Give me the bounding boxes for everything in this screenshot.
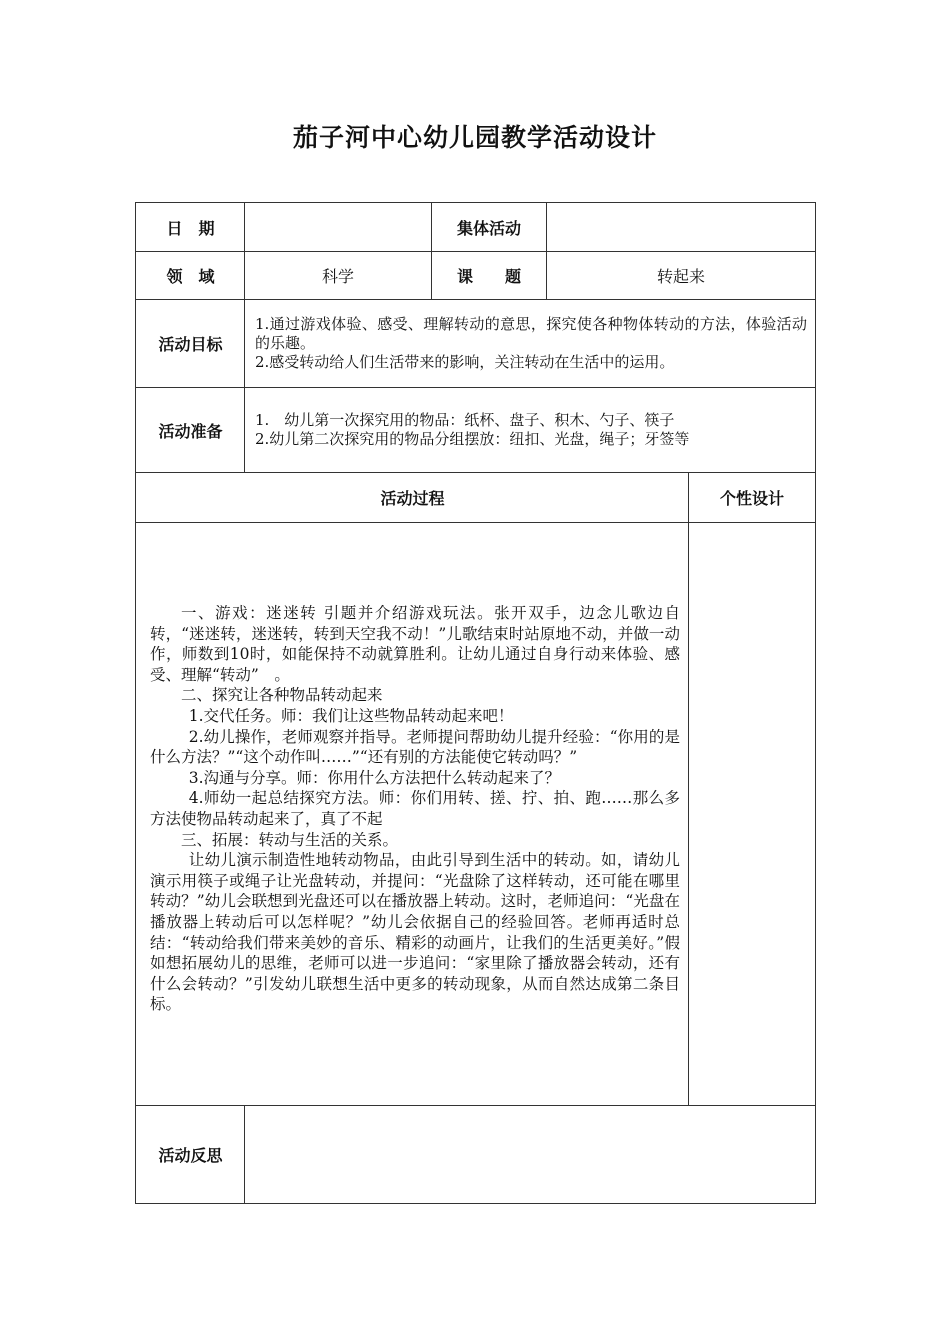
row-domain [136, 252, 815, 300]
domain-label: 领 域 [166, 267, 215, 286]
activity-type-value [547, 203, 815, 251]
process-paragraph: 三、拓展：转动与生活的关系。 [181, 830, 399, 849]
process-paragraph: 3.沟通与分享。师：你用什么方法把什么转动起来了？ [188, 768, 561, 787]
topic-value: 转起来 [656, 267, 705, 286]
row-process-body [136, 523, 815, 1106]
goal-item: 2.感受转动给人们生活带来的影响，关注转动在生活中的运用。 [255, 353, 675, 371]
preparation-content [245, 388, 815, 472]
reflection-value [245, 1106, 815, 1203]
lesson-plan-table [135, 202, 816, 1204]
process-label: 活动过程 [380, 489, 445, 508]
date-value [245, 203, 431, 251]
domain-value: 科学 [321, 267, 354, 286]
row-preparation [136, 388, 815, 473]
process-paragraph: 1.交代任务。师：我们让这些物品转动起来吧！ [188, 706, 514, 725]
process-paragraph: 2.幼儿操作，老师观察并指导。老师提问帮助幼儿提升经验：“你用的是什么方法？”“这个动作叫……”“还有别的方法能使它转动吗？” [150, 727, 680, 767]
preparation-item: 1. 幼儿第一次探究用的物品：纸杯、盘子、积木、勺子、筷子 [255, 411, 675, 429]
process-content [150, 603, 680, 1015]
goal-item: 1.通过游戏体验、感受、理解转动的意思，探究使各种物体转动的方法，体验活动的乐趣。 [255, 315, 807, 352]
row-process-header [136, 473, 815, 523]
row-reflection [136, 1106, 815, 1203]
preparation-item: 2.幼儿第二次探究用的物品分组摆放：纽扣、光盘，绳子；牙签等 [255, 430, 690, 448]
date-label: 日 期 [166, 218, 215, 238]
process-paragraph: 让幼儿演示制造性地转动物品，由此引导到生活中的转动。如，请幼儿演示用筷子或绳子让光盘转动，并提问：“光盘除了这样转动，还可能在哪里转动？”幼儿会联想到光盘还可以在播放器上转动。这时，老师追问：“光盘在播放器上转动后可以怎样呢？”幼儿会依据自己的经验回答。老师再适时总结：“转动给我们带来美妙的音乐、精彩的动画片，让我们的生活更美好。”假如想拓展幼儿的思维，老师可以进一步追问：“家里除了播放器会转动，还有什么会转动？”引发幼儿联想生活中更多的转动现象，从而自然达成第二条目标。 [150, 851, 680, 1014]
process-paragraph: 二、探究让各种物品转动起来 [181, 686, 383, 705]
preparation-label: 活动准备 [158, 421, 223, 441]
row-date [136, 203, 815, 252]
process-paragraph: 一、游戏：迷迷转 引题并介绍游戏玩法。张开双手，边念儿歌边自转，“迷迷转，迷迷转，转到天空我不动！”儿歌结束时站原地不动，并做一动作，师数到10时，如能保持不动就算胜利。让幼儿通过自身行动来体验、感受、理解“转动” 。 [150, 604, 680, 684]
process-paragraph: 4.师幼一起总结探究方法。师：你们用转、搓、拧、拍、跑……那么多方法使物品转动起来了，真了不起 [150, 789, 680, 828]
personal-design-content [689, 523, 815, 1105]
reflection-label: 活动反思 [158, 1146, 223, 1165]
personal-design-label: 个性设计 [719, 489, 784, 508]
goals-label: 活动目标 [158, 335, 223, 354]
topic-label: 课 题 [456, 267, 521, 286]
activity-type-label: 集体活动 [456, 218, 521, 238]
page-title: 茄子河中心幼儿园教学活动设计 [292, 123, 657, 152]
row-goals [136, 300, 815, 388]
goals-content [245, 300, 815, 387]
